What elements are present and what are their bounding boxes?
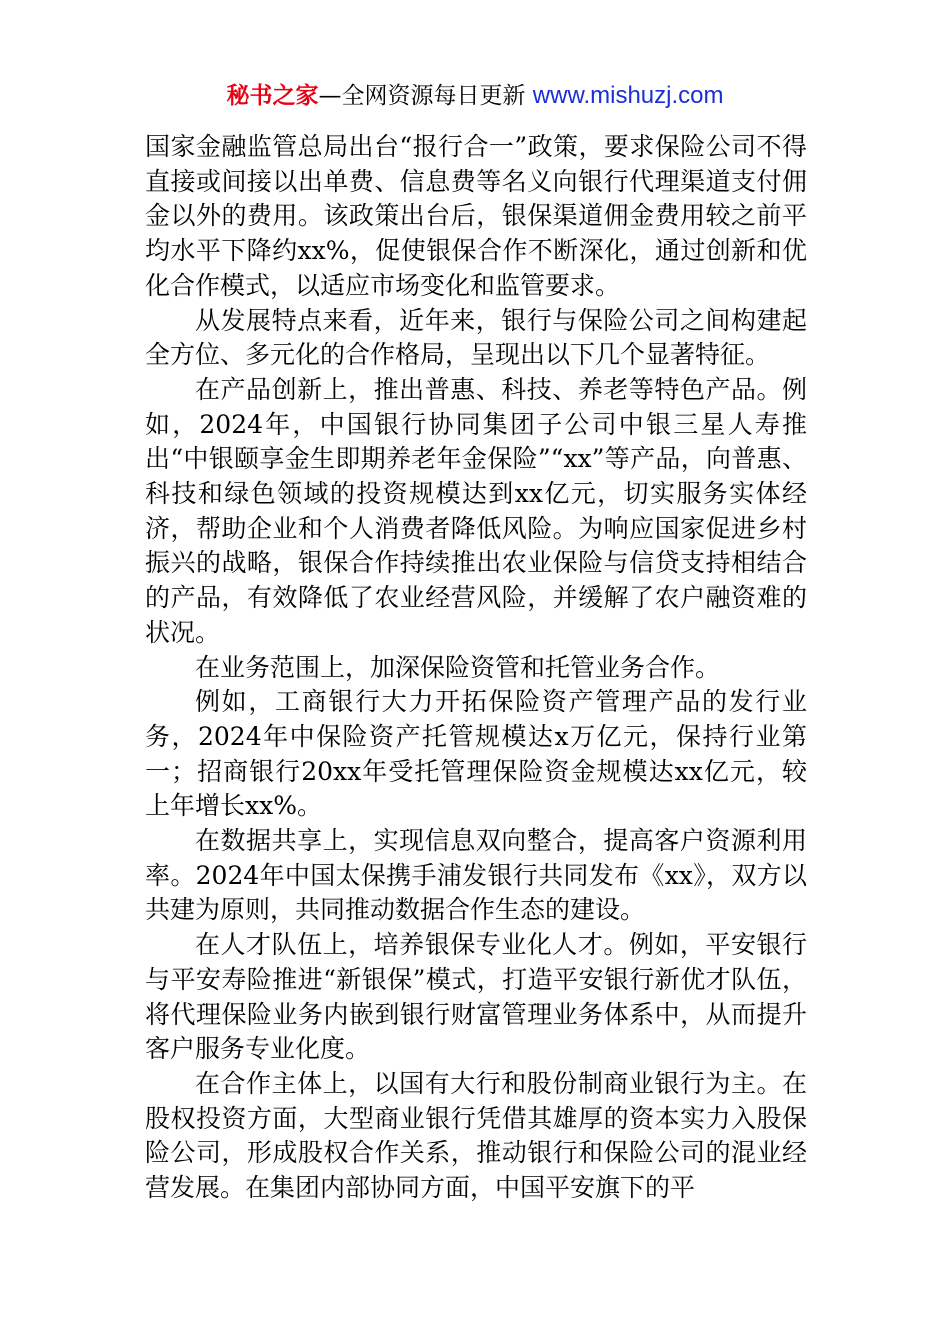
paragraph: 在产品创新上，推出普惠、科技、养老等特色产品。例如，2024年，中国银行协同集团子公司中银三星人寿推出“中银颐享金生即期养老年金保险”“xx”等产品，向普惠、科技和绿色领域的投资规模达到xx亿元，切实服务实体经济，帮助企业和个人消费者降低风险。为响应国家促进乡村振兴的战略，银保合作持续推出农业保险与信贷支持相结合的产品，有效降低了农业经营风险，并缓解了农户融资难的状况。 xyxy=(145,374,807,647)
site-header xyxy=(0,80,950,112)
site-url-link[interactable]: www.mishuzj.com xyxy=(532,82,724,109)
paragraph: 在人才队伍上，培养银保专业化人才。例如，平安银行与平安寿险推进“新银保”模式，打造平安银行新优才队伍，将代理保险业务内嵌到银行财富管理业务体系中，从而提升客户服务专业化度。 xyxy=(145,930,807,1064)
paragraph: 从发展特点来看，近年来，银行与保险公司之间构建起全方位、多元化的合作格局，呈现出以下几个显著特征。 xyxy=(145,305,807,370)
brand-name: 秘书之家 xyxy=(226,83,319,109)
paragraph: 国家金融监管总局出台“报行合一”政策，要求保险公司不得直接或间接以出单费、信息费等名义向银行代理渠道支付佣金以外的费用。该政策出台后，银保渠道佣金费用较之前平均水平下降约xx%，促使银保合作不断深化，通过创新和优化合作模式，以适应市场变化和监管要求。 xyxy=(145,132,807,300)
paragraph: 例如，工商银行大力开拓保险资产管理产品的发行业务，2024年中保险资产托管规模达x万亿元，保持行业第一；招商银行20xx年受托管理保险资金规模达xx亿元，较上年增长xx%。 xyxy=(145,687,807,821)
paragraph: 在数据共享上，实现信息双向整合，提高客户资源利用率。2024年中国太保携手浦发银行共同发布《xx》，双方以共建为原则，共同推动数据合作生态的建设。 xyxy=(145,826,807,925)
document-body xyxy=(145,130,807,1206)
paragraph: 在业务范围上，加深保险资管和托管业务合作。 xyxy=(195,652,721,682)
paragraph: 在合作主体上，以国有大行和股份制商业银行为主。在股权投资方面，大型商业银行凭借其雄厚的资本实力入股保险公司，形成股权合作关系，推动银行和保险公司的混业经营发展。在集团内部协同方面，中国平安旗下的平 xyxy=(145,1068,807,1203)
header-slogan: —全网资源每日更新 xyxy=(318,83,526,109)
